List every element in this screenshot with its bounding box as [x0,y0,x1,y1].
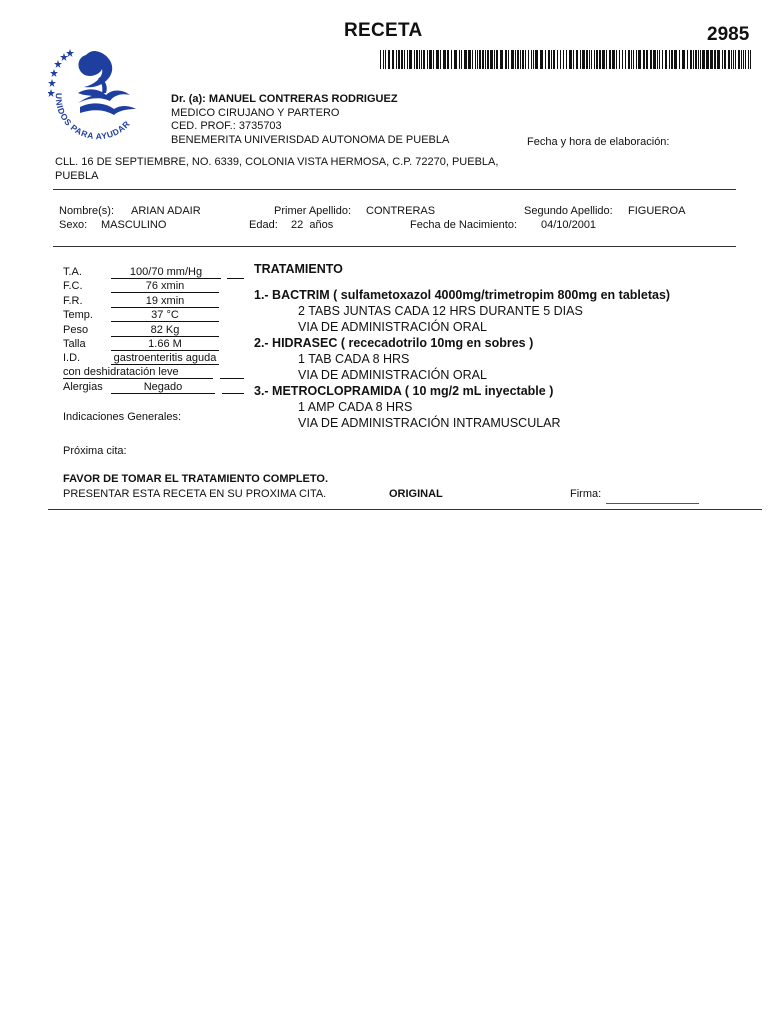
fecha-elaboracion-label: Fecha y hora de elaboración: [527,136,670,148]
proxima-cita-label: Próxima cita: [63,445,127,457]
vital-id-value-2: con deshidratación leve [63,366,213,379]
patient-nombre: ARIAN ADAIR [131,205,201,217]
treatment-3-line-1: 1 AMP CADA 8 HRS [298,400,413,414]
doctor-name: MANUEL CONTRERAS RODRIGUEZ [208,93,398,105]
vital-id-value-1: gastroenteritis aguda [111,352,219,365]
logo-text: UNIDOS PARA AYUDAR [53,92,133,142]
vital-talla-value: 1.66 M [111,338,219,351]
treatment-1-line-2: VIA DE ADMINISTRACIÓN ORAL [298,320,487,334]
treatment-1-line-1: 2 TABS JUNTAS CADA 12 HRS DURANTE 5 DIAS [298,304,583,318]
doctor-university: BENEMERITA UNIVERISDAD AUTONOMA DE PUEBLA [171,133,450,146]
vital-talla-label: Talla [63,338,86,350]
treatment-3-title: 3.- METROCLOPRAMIDA ( 10 mg/2 mL inyectable ) [254,384,554,398]
folio-number: 2985 [707,24,750,45]
vital-id-label: I.D. [63,352,81,364]
patient-sexo-label: Sexo: [59,219,88,231]
doctor-name-label: Dr. (a): [171,93,206,105]
vital-alergias-label: Alergias [63,381,103,393]
page-title: RECETA [344,20,423,41]
vital-alergias-value: Negado [111,381,215,394]
footer-presentar: PRESENTAR ESTA RECETA EN SU PROXIMA CITA. [63,488,327,500]
patient-sexo: MASCULINO [101,219,167,231]
firma-line [606,503,699,504]
patient-edad: 22 años [291,219,334,231]
patient-primer: CONTRERAS [366,205,436,217]
treatment-3-line-2: VIA DE ADMINISTRACIÓN INTRAMUSCULAR [298,416,561,430]
address-line-2: PUEBLA [55,170,99,182]
footer-favor: FAVOR DE TOMAR EL TRATAMIENTO COMPLETO. [63,473,329,485]
patient-segundo-label: Segundo Apellido: [524,205,613,217]
treatment-2-line-1: 1 TAB CADA 8 HRS [298,352,410,366]
patient-primer-label: Primer Apellido: [274,205,352,217]
vital-id-extra-line [220,366,244,379]
divider-3 [48,509,762,510]
vital-ta-label: T.A. [63,266,82,278]
treatment-heading: TRATAMIENTO [254,262,343,276]
vital-temp-value: 37 °C [111,309,219,322]
vital-ta-extra-line [227,266,244,279]
patient-nacimiento: 04/10/2001 [541,219,597,231]
vital-fc-value: 76 xmin [111,280,219,293]
divider-2 [53,246,736,247]
barcode [380,50,754,69]
indicaciones-label: Indicaciones Generales: [63,411,182,423]
svg-text:UNIDOS PARA AYUDAR [54,93,132,141]
treatment-2-line-2: VIA DE ADMINISTRACIÓN ORAL [298,368,487,382]
firma-label: Firma: [570,488,602,500]
address-line-1: CLL. 16 DE SEPTIEMBRE, NO. 6339, COLONIA VISTA HERMOSA, C.P. 72270, PUEBLA, [55,156,499,168]
treatment-1-title: 1.- BACTRIM ( sulfametoxazol 4000mg/trimetropim 800mg en tabletas) [254,288,671,302]
patient-edad-label: Edad: [249,219,278,231]
doctor-title: MEDICO CIRUJANO Y PARTERO [171,106,340,119]
footer-original: ORIGINAL [389,488,443,500]
doctor-ced: CED. PROF.: 3735703 [171,120,282,132]
divider-1 [53,189,736,190]
vital-peso-value: 82 Kg [111,324,219,337]
vital-fc-label: F.C. [63,280,83,292]
doctor-block [171,93,449,146]
patient-segundo: FIGUEROA [628,205,686,217]
vital-fr-value: 19 xmin [111,295,219,308]
doctor-address [55,155,498,183]
patient-nombre-label: Nombre(s): [59,205,115,217]
vital-ta-value: 100/70 mm/Hg [111,266,221,279]
vital-alergias-extra-line [222,381,244,394]
vital-fr-label: F.R. [63,295,83,307]
vital-peso-label: Peso [63,324,89,336]
patient-nacimiento-label: Fecha de Nacimiento: [410,219,517,231]
unidos-para-ayudar-logo [48,43,148,143]
treatment-2-title: 2.- HIDRASEC ( rececadotrilo 10mg en sobres ) [254,336,534,350]
vital-temp-label: Temp. [63,309,93,321]
